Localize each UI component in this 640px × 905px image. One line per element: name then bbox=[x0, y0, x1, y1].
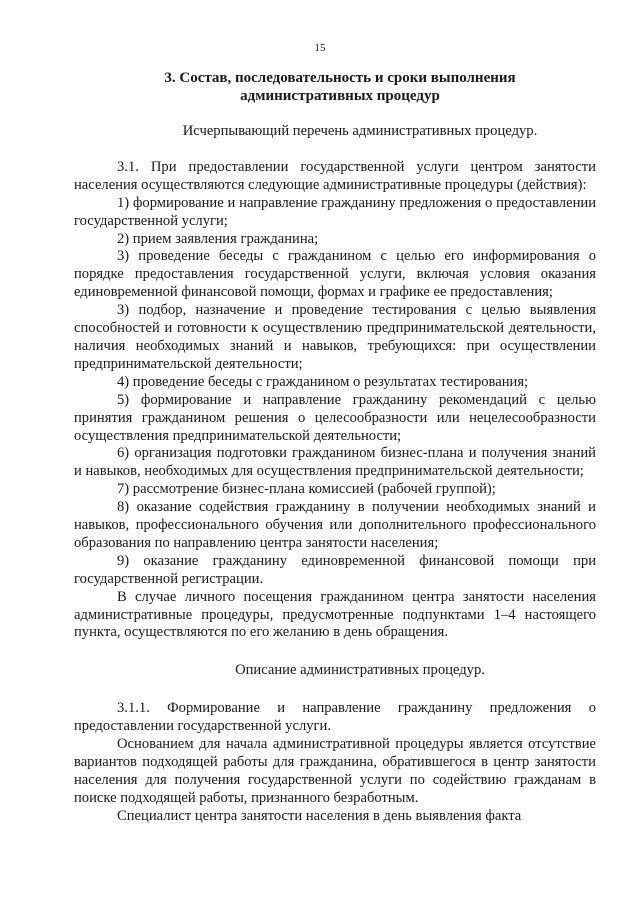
paragraph-basis: Основанием для начала административной процедуры является отсутствие вариантов подходящей работы для гражданина, обратившегося в центр занятости населения для получения государственной услуги по содействию гражданам в поиске подходящей работы, признанного безработным. bbox=[74, 736, 596, 806]
list-item-2: 2) прием заявления гражданина; bbox=[117, 230, 319, 247]
section-title-line-1: 3. Состав, последовательность и сроки выполнения bbox=[164, 70, 516, 86]
subheading-procedures-list: Исчерпывающий перечень административных процедур. bbox=[182, 123, 538, 139]
list-item-3-b: 3) подбор, назначение и проведение тестирования с целью выявления способностей и готовности к осуществлению предпринимательской деятельности, наличия необходимых знаний и навыков, требующихся: при осуществлении предпринимательской деятельности; bbox=[74, 302, 596, 372]
list-item-7: 7) рассмотрение бизнес-плана комиссией (рабочей группой); bbox=[117, 481, 496, 498]
subheading-procedures-description: Описание административных процедур. bbox=[235, 662, 485, 679]
paragraph-3-1-1: 3.1.1. Формирование и направление гражданину предложения о предоставлении государственной услуги. bbox=[74, 700, 596, 735]
list-item-9: 9) оказание гражданину единовременной финансовой помощи при государственной регистрации. bbox=[74, 552, 596, 587]
list-item-8: 8) оказание содействия гражданину в получении необходимых знаний и навыков, профессионального обучения или дополнительного профессионального образования по направлению центра занятости населения; bbox=[74, 499, 596, 551]
section-title-line-2: административных процедур bbox=[240, 88, 440, 104]
list-item-6: 6) организация подготовки гражданином бизнес-плана и получения знаний и навыков, необходимых для осуществления предпринимательской деятельности; bbox=[74, 445, 596, 480]
paragraph-3-1: 3.1. При предоставлении государственной услуги центром занятости населения осуществляются следующие административные процедуры (действия): bbox=[74, 158, 596, 193]
list-item-1: 1) формирование и направление гражданину предложения о предоставлении государственной услуги; bbox=[74, 194, 596, 229]
page-number: 15 bbox=[314, 42, 326, 54]
list-item-5: 5) формирование и направление гражданину рекомендаций с целью принятия гражданином решения о целесообразности или нецелесообразности осуществления предпринимательской деятельности; bbox=[74, 391, 596, 444]
document-body bbox=[74, 123, 596, 826]
list-item-3: 3) проведение беседы с гражданином с целью его информирования о порядке предоставления государственной услуги, включая условия оказания единовременной финансовой помощи, формах и графике ее предоставления; bbox=[74, 248, 596, 301]
paragraph-specialist: Специалист центра занятости населения в день выявления факта bbox=[117, 807, 522, 824]
section-title bbox=[120, 69, 560, 105]
paragraph-personal-visit: В случае личного посещения гражданином центра занятости населения административные процедуры, предусмотренные подпунктами 1–4 настоящего пункта, осуществляются по его желанию в день обращения. bbox=[74, 588, 596, 641]
list-item-4: 4) проведение беседы с гражданином о результатах тестирования; bbox=[117, 373, 529, 390]
